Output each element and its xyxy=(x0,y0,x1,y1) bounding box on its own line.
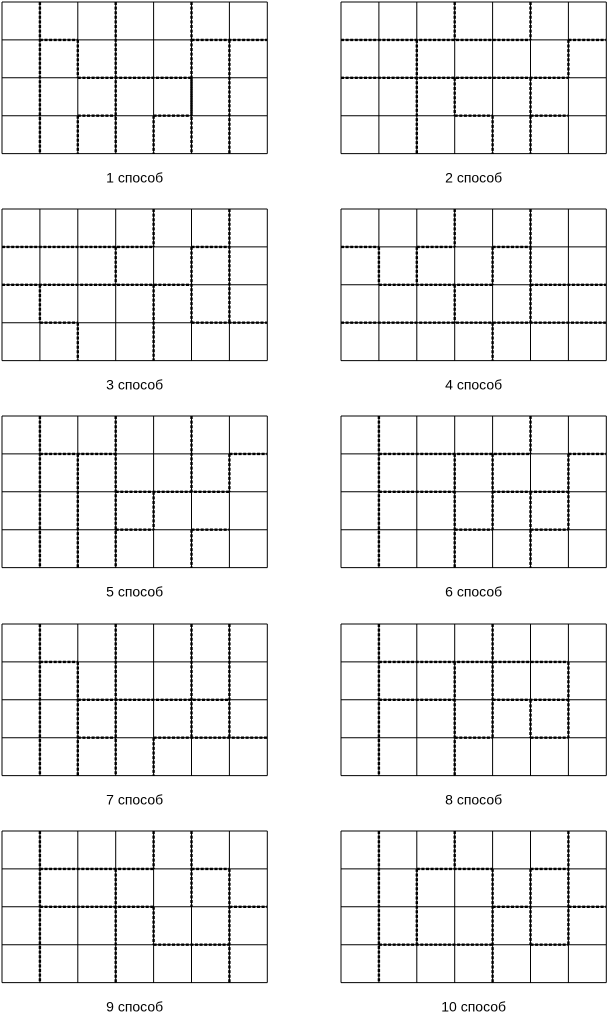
way-panel-5 xyxy=(2,416,267,600)
way-label: 10 способ xyxy=(441,998,507,1015)
way-panel-7 xyxy=(2,624,267,808)
way-panel-2 xyxy=(341,2,606,186)
way-label: 2 способ xyxy=(445,169,503,186)
way-panel-8 xyxy=(341,624,606,808)
way-label: 4 способ xyxy=(445,376,503,393)
way-panel-6 xyxy=(341,416,606,600)
way-panel-10 xyxy=(341,831,606,1015)
way-panel-1 xyxy=(2,2,267,186)
way-label: 3 способ xyxy=(106,376,164,393)
way-panel-4 xyxy=(341,209,606,393)
way-label: 9 способ xyxy=(106,998,164,1015)
way-label: 8 способ xyxy=(445,791,503,808)
way-label: 6 способ xyxy=(445,583,503,600)
way-label: 5 способ xyxy=(106,583,164,600)
way-panel-3 xyxy=(2,209,267,393)
way-label: 1 способ xyxy=(106,169,164,186)
grid-rectangle xyxy=(341,831,606,983)
way-panel-9 xyxy=(2,831,267,1015)
way-label: 7 способ xyxy=(106,791,164,808)
